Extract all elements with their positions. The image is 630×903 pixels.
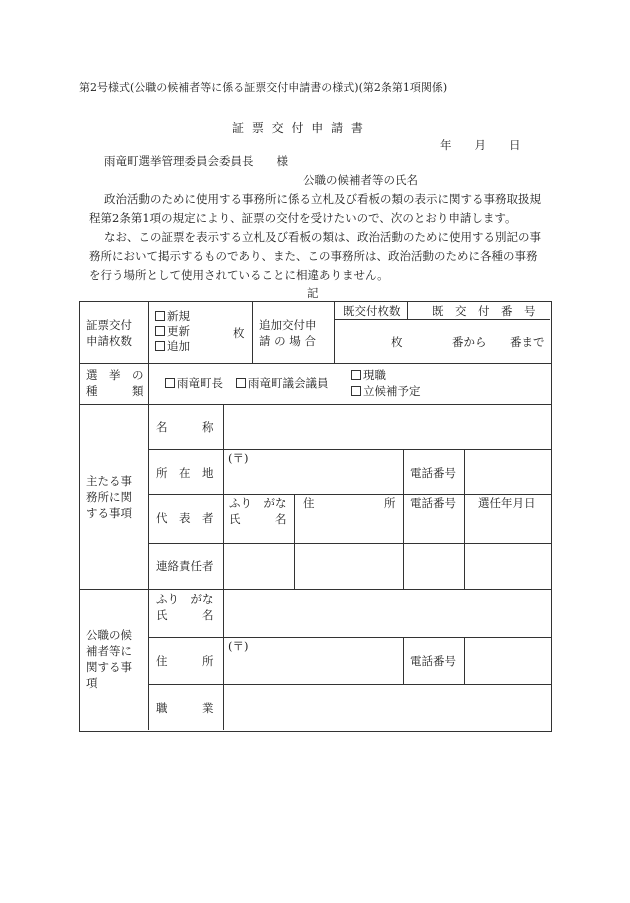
office-name-label: 名 称 bbox=[156, 420, 214, 434]
rep-phone-label: 電話番号 bbox=[410, 496, 456, 510]
divider bbox=[148, 637, 551, 638]
candidate-furigana-label: ふり がな bbox=[156, 592, 214, 606]
count-label: 申請枚数 bbox=[86, 334, 132, 348]
divider bbox=[79, 363, 551, 364]
candidate-section-label: 公職の候 bbox=[86, 628, 132, 642]
divider bbox=[148, 301, 149, 363]
divider bbox=[403, 449, 404, 589]
candidate-postal-mark: (〒) bbox=[228, 639, 249, 653]
divider bbox=[407, 301, 408, 320]
option-council[interactable]: 雨竜町議会議員 bbox=[236, 378, 329, 390]
date-label: 年 月 日 bbox=[440, 138, 521, 152]
office-section-label: 主たる事 bbox=[86, 474, 132, 488]
office-location-label: 所 在 地 bbox=[156, 466, 214, 480]
checkbox-icon[interactable] bbox=[155, 311, 165, 321]
divider bbox=[148, 449, 551, 450]
office-section-label: する事項 bbox=[86, 506, 132, 520]
candidate-name-label: 氏 名 bbox=[156, 608, 214, 622]
divider bbox=[464, 637, 465, 684]
from-number: 番から bbox=[452, 335, 487, 349]
divider bbox=[334, 319, 550, 320]
divider bbox=[148, 404, 149, 730]
checkbox-icon[interactable] bbox=[236, 378, 246, 388]
divider bbox=[223, 404, 224, 730]
form-number: 第2号様式(公職の候補者等に係る証票交付申請書の様式)(第2条第1項関係) bbox=[79, 81, 448, 94]
form-table bbox=[79, 301, 552, 732]
body-para1-line2: 程第2条第1項の規定により、証票の交付を受けたいので、次のとおり申請します。 bbox=[89, 211, 517, 225]
divider bbox=[79, 404, 551, 405]
checkbox-icon[interactable] bbox=[165, 378, 175, 388]
divider bbox=[148, 543, 551, 544]
address-label: 住 bbox=[303, 496, 315, 510]
election-type-label: 種 類 bbox=[86, 384, 144, 398]
checkbox-icon[interactable] bbox=[155, 326, 165, 336]
option-mayor[interactable]: 雨竜町長 bbox=[165, 378, 223, 390]
furigana-label: ふり がな bbox=[229, 496, 287, 510]
divider bbox=[464, 449, 465, 589]
office-phone-label: 電話番号 bbox=[410, 466, 456, 480]
candidate-occupation-label: 職 業 bbox=[156, 701, 214, 715]
to-number: 番まで bbox=[510, 335, 545, 349]
postal-mark: (〒) bbox=[228, 451, 249, 465]
page-title: 証 票 交 付 申 請 書 bbox=[232, 121, 365, 135]
address-label: 所 bbox=[384, 496, 396, 510]
issued-count-label: 既交付枚数 bbox=[343, 304, 401, 318]
divider bbox=[334, 301, 335, 363]
add-request-label: 追加交付申 bbox=[259, 318, 317, 332]
representative-label: 代 表 者 bbox=[156, 511, 214, 525]
option-renew[interactable]: 更新 bbox=[155, 326, 190, 338]
checkbox-icon[interactable] bbox=[351, 370, 361, 380]
candidate-section-label: 項 bbox=[86, 676, 98, 690]
shimei-label: 氏 名 bbox=[229, 512, 287, 526]
checkbox-icon[interactable] bbox=[155, 341, 165, 351]
add-request-label: 請 の 場 合 bbox=[259, 334, 316, 348]
divider bbox=[403, 637, 404, 684]
divider bbox=[148, 363, 149, 404]
appointed-date-label: 選任年月日 bbox=[478, 496, 536, 510]
body-para2-line2: 務所において掲示するものであり、また、この事務所は、政治活動のために各種の事務 bbox=[89, 249, 538, 263]
checkbox-icon[interactable] bbox=[351, 386, 361, 396]
option-new[interactable]: 新規 bbox=[155, 311, 190, 323]
candidate-address-label: 住 所 bbox=[156, 654, 214, 668]
option-candidate[interactable]: 立候補予定 bbox=[351, 386, 421, 398]
divider bbox=[148, 684, 551, 685]
addressee: 雨竜町選挙管理委員会委員長 様 bbox=[104, 154, 288, 168]
divider bbox=[252, 301, 253, 363]
election-type-label: 選 挙 の bbox=[86, 368, 144, 382]
candidate-section-label: 関する事 bbox=[86, 660, 132, 674]
divider bbox=[148, 494, 551, 495]
body-para1-line1: 政治活動のために使用する事務所に係る立札及び看板の類の表示に関する事務取扱規 bbox=[104, 192, 541, 206]
body-para2-line3: を行う場所として使用されていることに相違ありません。 bbox=[89, 268, 389, 282]
count-label: 証票交付 bbox=[86, 318, 132, 332]
applicant-name-label: 公職の候補者等の氏名 bbox=[303, 173, 418, 187]
body-para2-line1: なお、この証票を表示する立札及び看板の類は、政治活動のために使用する別記の事 bbox=[104, 230, 541, 244]
office-section-label: 務所に関 bbox=[86, 490, 132, 504]
contact-person-label: 連絡責任者 bbox=[156, 559, 214, 573]
unit-mai: 枚 bbox=[233, 326, 245, 340]
divider bbox=[79, 589, 551, 590]
unit-mai2: 枚 bbox=[391, 335, 403, 349]
candidate-section-label: 補者等に bbox=[86, 644, 132, 658]
candidate-phone-label: 電話番号 bbox=[410, 654, 456, 668]
option-incumbent[interactable]: 現職 bbox=[351, 370, 386, 382]
option-add[interactable]: 追加 bbox=[155, 341, 190, 353]
divider bbox=[294, 494, 295, 589]
issued-number-label: 既 交 付 番 号 bbox=[432, 304, 536, 318]
ki-label: 記 bbox=[307, 286, 319, 300]
